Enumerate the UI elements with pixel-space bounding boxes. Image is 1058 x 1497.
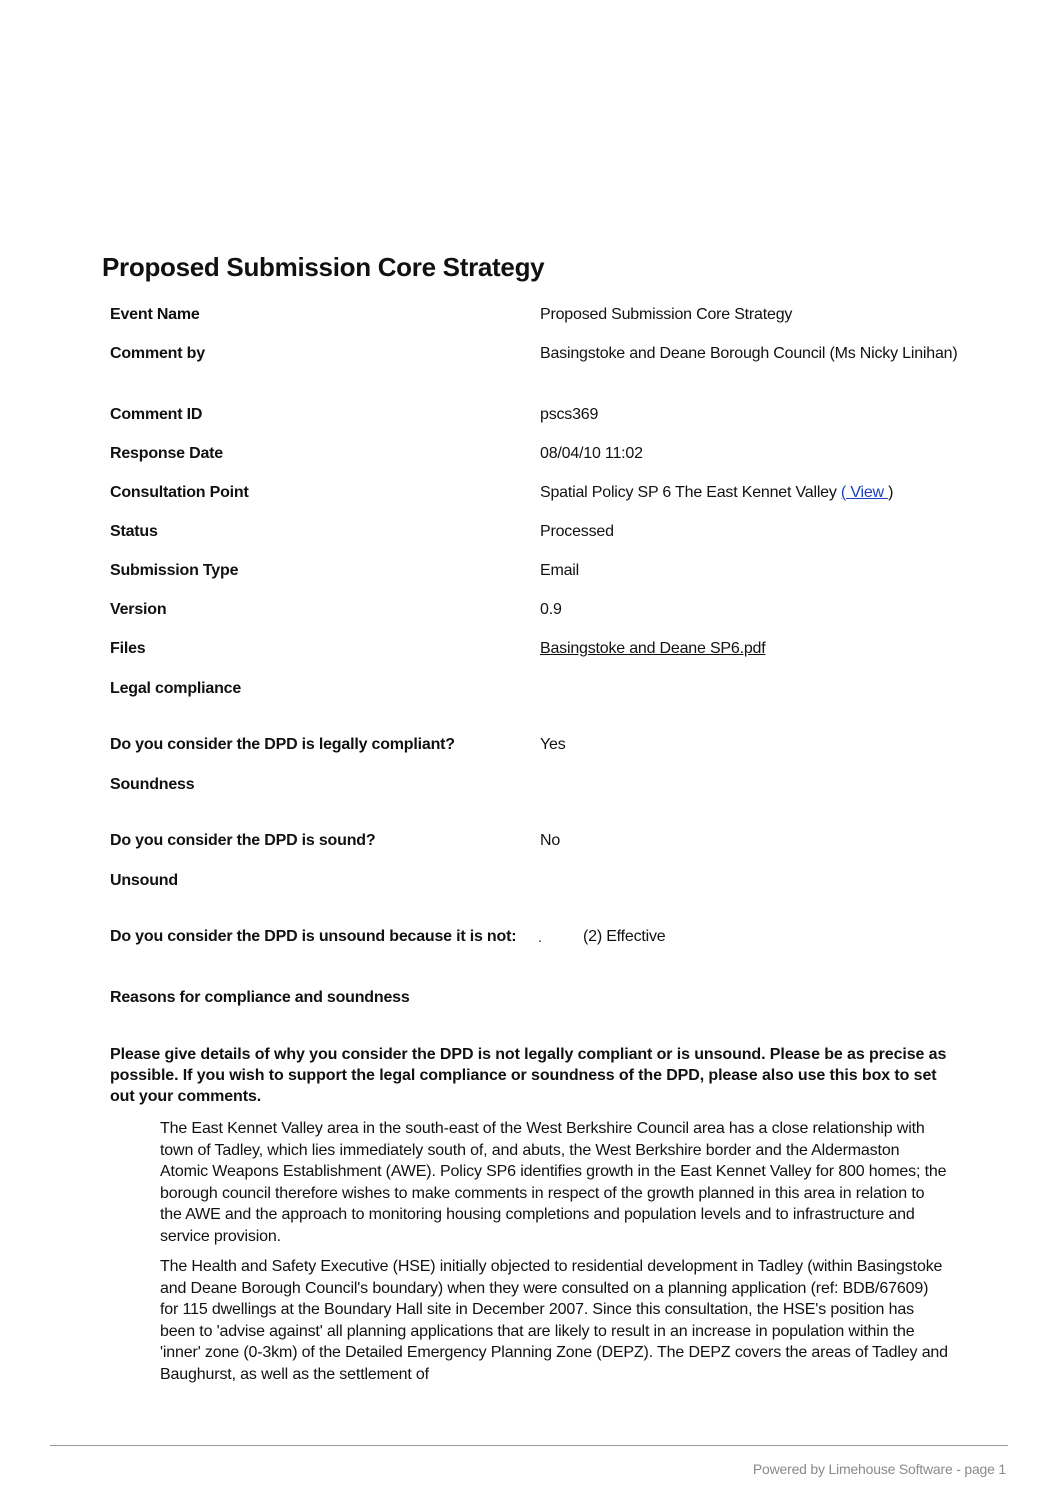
view-link-label: View <box>850 484 884 501</box>
file-link[interactable]: Basingstoke and Deane SP6.pdf <box>540 640 766 657</box>
legal-compliance-heading: Legal compliance <box>110 680 242 697</box>
submission-type-value: Email <box>540 562 580 579</box>
consultation-point-label: Consultation Point <box>110 484 249 501</box>
footer-text: Powered by Limehouse Software - page 1 <box>752 1461 1006 1477</box>
files-value <box>540 638 970 660</box>
event-name-label: Event Name <box>110 306 200 323</box>
sound-question: Do you consider the DPD is sound? <box>110 832 376 849</box>
view-link-close-paren: ) <box>888 484 894 501</box>
legally-compliant-answer: Yes <box>540 736 566 753</box>
comment-id-label: Comment ID <box>110 406 203 423</box>
comment-by-value: Basingstoke and Deane Borough Council (Ms Nicky Linihan) <box>540 345 958 362</box>
soundness-heading: Soundness <box>110 776 195 793</box>
response-date-value: 08/04/10 11:02 <box>540 445 643 462</box>
version-label: Version <box>110 601 167 618</box>
consultation-point-value <box>540 482 970 504</box>
sound-answer: No <box>540 832 561 849</box>
consultation-point-text: Spatial Policy SP 6 The East Kennet Valley <box>540 484 837 501</box>
status-value: Processed <box>540 523 614 540</box>
response-date-label: Response Date <box>110 445 223 462</box>
comment-by-label: Comment by <box>110 345 205 362</box>
submission-type-label: Submission Type <box>110 562 239 579</box>
comment-paragraph-2: The Health and Safety Executive (HSE) initially objected to residential development in Tadley (within Basingstoke and Deane Borough Council's boundary) when they were consulted on a planning application (ref: BDB/67609) for 115 dwellings at the Boundary Hall site in December 2007. Since this consultation, the HSE's position has been to 'advise against' all planning applications that are likely to result in an increase in population within the 'inner' zone (0-3km) of the Detailed Emergency Planning Zone (DEPZ). The DEPZ covers the areas of Tadley and Baughurst, as well as the settlement of <box>160 1258 948 1383</box>
unsound-because-question: Do you consider the DPD is unsound because it is not: <box>110 928 517 945</box>
event-name-value: Proposed Submission Core Strategy <box>540 306 793 323</box>
legally-compliant-question: Do you consider the DPD is legally compliant? <box>110 736 455 753</box>
unsound-bullet: . <box>538 929 542 945</box>
status-label: Status <box>110 523 158 540</box>
comment-id-value: pscs369 <box>540 406 599 423</box>
details-question: Please give details of why you consider the DPD is not legally compliant or is unsound. Please be as precise as possible. If you wish to support the legal compliance or soundness of the DPD, please also use this box to set out your comments. <box>110 1046 947 1105</box>
view-link[interactable] <box>841 484 888 501</box>
reasons-heading: Reasons for compliance and soundness <box>110 989 410 1006</box>
footer-divider <box>50 1445 1008 1446</box>
page-title: Proposed Submission Core Strategy <box>102 252 545 282</box>
unsound-heading: Unsound <box>110 872 178 889</box>
view-link-open-paren: ( <box>840 484 847 501</box>
version-value: 0.9 <box>540 601 562 618</box>
unsound-because-answer: (2) Effective <box>583 928 666 945</box>
comment-paragraph-1: The East Kennet Valley area in the south-east of the West Berkshire Council area has a close relationship with town of Tadley, which lies immediately south of, and abuts, the West Berkshire border and the Aldermaston Atomic Weapons Establishment (AWE). Policy SP6 identifies growth in the East Kennet Valley for 800 homes; the borough council therefore wishes to make comments in respect of the growth planned in this area in relation to the AWE and the approach to monitoring housing completions and population levels and to infrastructure and service provision. <box>160 1120 947 1245</box>
files-label: Files <box>110 640 146 657</box>
